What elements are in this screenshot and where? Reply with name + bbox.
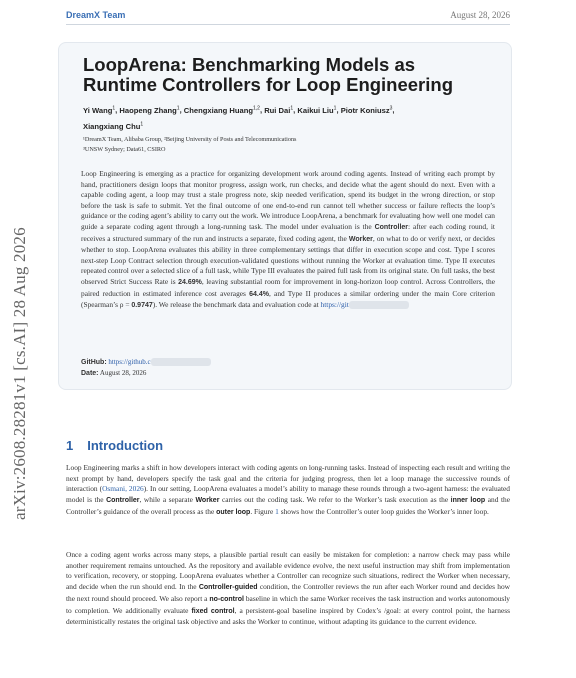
figure-ref-link[interactable]: 1	[275, 506, 279, 516]
github-link[interactable]: https://github.c	[108, 358, 151, 366]
author: Chengxiang Huang$^{1,2}$	[183, 105, 260, 115]
author: Yi Wang$^1$	[83, 105, 116, 115]
redacted-link	[349, 301, 409, 309]
date-label: Date:	[81, 370, 99, 377]
author: Rui Dai$^1$	[264, 105, 294, 115]
header-date: August 28, 2026	[450, 10, 510, 20]
citation-link[interactable]: Osmani, 2026	[102, 484, 144, 494]
author: Haopeng Zhang$^1$	[119, 105, 180, 115]
intro-paragraph-2: Once a coding agent works across many steps, a plausible partial result can easily be mistaken for completion: a narrow check may pass while another requirement remains untouched. As the repository and available evidence evolve, the next useful instruction may shift from implementation to verification, recovery, or stopping. LoopArena evaluates whether a Controller can recognize such situations, redirect the Worker when necessary, and decide when the run should end. In the Controller-guided condition, the Controller reviews the run after each Worker round and decides how the next round should proceed. We also report a no-control baseline in which the same Worker receives the task instruction and works autonomously to completion. We additionally evaluate fixed control, a persistent-goal baseline inspired by Codex’s /goal: at every control point, the harness deterministically restates the original task objective and asks the Worker to continue, without adapting its guidance to the current evidence.	[66, 550, 510, 627]
header-team: DreamX Team	[66, 10, 126, 20]
author: Kaikui Liu$^1$	[297, 105, 337, 115]
section-title: Introduction	[87, 438, 164, 453]
intro-paragraph-1: Loop Engineering marks a shift in how developers interact with coding agents on long-running tasks. Instead of inspecting each result and writing the next prompt by hand, developers specify the task goal and the criteria for judging progress, then let a loop manage the successive rounds of interaction (Osmani, 2026). In our setting, LoopArena evaluates a model’s ability to manage these rounds through a two-agent harness: the evaluated model is the Controller, while a separate Worker carries out the coding task. We refer to the Worker’s task execution as the inner loop and the Controller’s guidance of the overall process as the outer loop. Figure 1 shows how the Controller’s outer loop guides the Worker’s inner loop.	[66, 463, 510, 516]
abstract-code-link[interactable]: https://git	[320, 300, 349, 310]
affiliation-line: ¹DreamX Team, Alibaba Group, ²Beijing University of Posts and Telecommunications	[83, 136, 297, 143]
section-heading	[66, 438, 163, 453]
author: Piotr Koniusz$^3$	[340, 105, 393, 115]
affiliation-line: ³UNSW Sydney; Data61, CSIRO	[83, 146, 166, 153]
arxiv-identifier[interactable]: arXiv:2608.28281v1 [cs.AI] 28 Aug 2026	[10, 227, 29, 520]
date-value: August 28, 2026	[99, 369, 147, 377]
affiliations	[83, 135, 483, 155]
section-number: 1	[66, 438, 74, 453]
metadata-block	[81, 357, 211, 379]
author: Xiangxiang Chu$^1$	[83, 121, 144, 132]
title-abstract-card	[58, 42, 512, 390]
page-header	[66, 10, 510, 25]
abstract: Loop Engineering is emerging as a practice for organizing development work around coding agents. Instead of writing each prompt by hand, practitioners design loops that monitor progress, assign work, run checks, and decide what the agent should do next. Even with a capable coding agent, a loop may trust a stale progress note, skip needed verification, spend its budget in the wrong direction, or stop before the task is safe to submit. Yet the final outcome of one end-to-end run cannot tell whether success or failure reflects the loop’s guidance or the coding agent’s ability to carry out the work. We introduce LoopArena, a benchmark for evaluating how well one model can guide a separate coding agent through a long-running task. The model under evaluation is the Controller: after each coding round, it receives a structured summary of the run and instructs a separate, fixed coding agent, the Worker, on what to do or verify next, or decides whether to stop. LoopArena evaluates this ability in three complementary settings that differ in execution scope and cost. Type I scores next-step Loop Contract selection through execution-validated questions without running the Worker at evaluation time. Type II executes repeated control over a selected slice of a full task, while Type III evaluates the paired full task from its original state. On full tasks, the best observed Strict Success Rate is 24.69%, leaving substantial room for improvement in long-horizon loop control. Across Controllers, the paired reduction in estimated inference cost averages 64.4%, and Type II produces a similar ordering under the main Core criterion (Spearman’s ρ = 0.9747). We release the benchmark data and evaluation code at https://git	[81, 169, 495, 310]
author-list: Yi Wang$^1$, Haopeng Zhang$^1$, Chengxiang Huang$^{1,2}$, Rui Dai$^1$, Kaikui Liu$^1$, Piotr Koniusz$^3$, Xiangxiang Chu$^1$	[83, 105, 395, 132]
github-label: GitHub:	[81, 359, 107, 366]
paper-title: LoopArena: Benchmarking Models as Runtime Controllers for Loop Engineering	[83, 54, 453, 95]
redacted-url	[151, 358, 211, 366]
